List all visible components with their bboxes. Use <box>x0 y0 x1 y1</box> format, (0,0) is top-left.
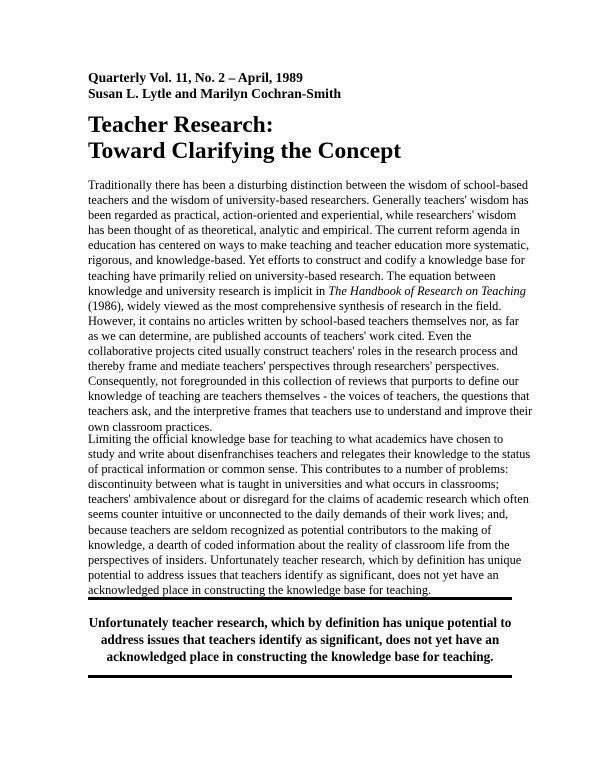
text-line: teaching have primarily relied on university-based research. The equation between <box>88 268 496 283</box>
text-line: teachers and the wisdom of university-based researchers. Generally teachers' wisdom has <box>88 193 529 208</box>
title-line-1: Teacher Research: <box>88 112 274 138</box>
text-line: knowledge of teaching are teachers themselves - the voices of teachers, the questions that <box>88 389 530 404</box>
text-line: collaborative projects cited usually construct teachers' roles in the research process and <box>88 344 518 359</box>
text-line: education has centered on ways to make teaching and teacher education more systematic, <box>88 238 530 253</box>
text-line: perspectives of insiders. Unfortunately teacher research, which by definition has unique <box>88 552 522 567</box>
text-line: Traditionally there has been a disturbing distinction between the wisdom of school-based <box>88 178 529 192</box>
text-line: study and write about disenfranchises teachers and relegates their knowledge to the status <box>88 447 531 462</box>
text-line: Consequently, not foregrounded in this collection of reviews that purports to define our <box>88 374 519 389</box>
text-line: acknowledged place in constructing the knowledge base for teaching. <box>88 582 432 597</box>
cited-work-title: The Handbook of Research on Teaching <box>328 283 526 298</box>
text-line: has been thought of as theoretical, analytic and empirical. The current reform agenda in <box>88 223 520 238</box>
pull-quote <box>88 614 512 665</box>
paragraph-1 <box>88 178 533 435</box>
text-line: own classroom practices. <box>88 419 213 434</box>
text-line: thereby frame and mediate teachers' perspectives through researchers' perspectives. <box>88 359 500 374</box>
text-line: because teachers are seldom recognized as potential contributors to the making of <box>88 522 492 537</box>
pull-quote-line: address issues that teachers identify as significant, does not yet have an <box>100 632 500 647</box>
pull-quote-line: Unfortunately teacher research, which by definition has unique potential to <box>88 615 512 630</box>
text-line: (1986), widely viewed as the most comprehensive synthesis of research in the field. <box>88 298 502 313</box>
text-line: rigorous, and knowledge-based. Yet efforts to construct and codify a knowledge base for <box>88 253 525 268</box>
text-segment: knowledge and university research is implicit in <box>88 283 329 298</box>
text-line: seems counter intuitive or unconnected to the daily demands of their work lives; and, <box>88 507 509 522</box>
title-line-2: Toward Clarifying the Concept <box>88 138 402 164</box>
text-line: teachers ask, and the interpretive frames that teachers use to understand and improve their <box>88 404 533 419</box>
authors: Susan L. Lytle and Marilyn Cochran-Smith <box>88 86 342 101</box>
pull-quote-line: acknowledged place in constructing the knowledge base for teaching. <box>106 649 494 664</box>
pull-quote-bottom-rule <box>88 675 512 678</box>
text-line: knowledge, a dearth of coded information about the reality of classroom life from the <box>88 537 510 552</box>
text-line <box>88 283 526 299</box>
text-line: as we can determine, are published accounts of teachers' work cited. Even the <box>88 328 472 343</box>
text-line: discontinuity between what is taught in universities and what occurs in classrooms; <box>88 477 500 492</box>
paragraph-2 <box>88 432 531 598</box>
text-line: Limiting the official knowledge base for teaching to what academics have chosen to <box>88 432 504 446</box>
article-title <box>88 112 528 164</box>
pull-quote-top-rule <box>88 597 512 600</box>
text-line: been regarded as practical, action-oriented and experiential, while researchers' wisdom <box>88 208 517 223</box>
article-header <box>88 70 528 102</box>
text-line: of practical information or common sense. This contributes to a number of problems: <box>88 462 509 477</box>
text-line: However, it contains no articles written by school-based teachers themselves nor, as far <box>88 313 519 328</box>
journal-issue: Quarterly Vol. 11, No. 2 – April, 1989 <box>88 70 303 85</box>
text-line: potential to address issues that teachers identify as significant, does not yet have an <box>88 567 499 582</box>
text-line: teachers' ambivalence about or disregard for the claims of academic research which often <box>88 492 529 507</box>
